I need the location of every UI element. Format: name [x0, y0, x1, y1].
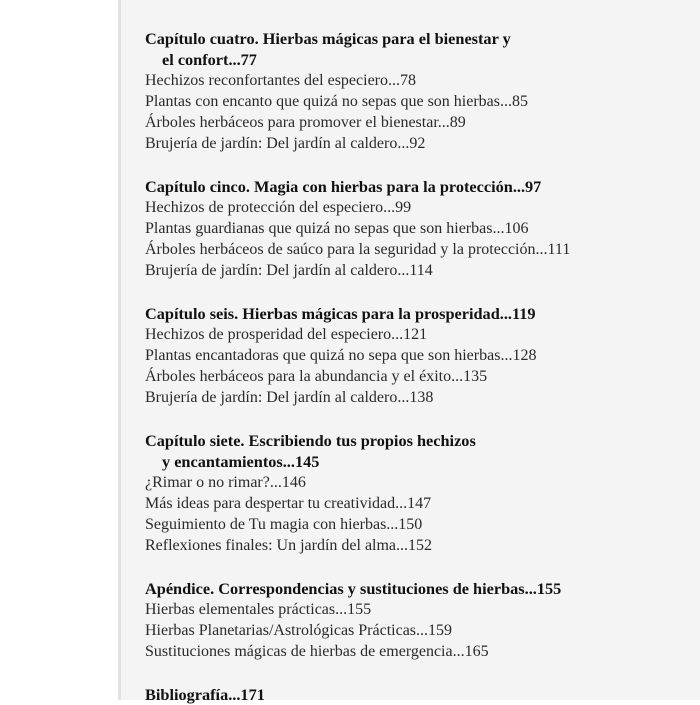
toc-entry: Hierbas elementales prácticas...155 [145, 601, 372, 618]
chapter-7 [145, 430, 665, 556]
table-of-contents [145, 28, 665, 705]
page-edge [118, 0, 121, 700]
toc-entry: ¿Rimar o no rimar?...146 [145, 474, 306, 491]
chapter-heading: Capítulo cinco. Magia con hierbas para la protección...97 [145, 177, 542, 196]
toc-entry: Brujería de jardín: Del jardín al caldero...138 [145, 389, 434, 406]
toc-entry: Hechizos de protección del especiero...99 [145, 199, 412, 216]
toc-entry: Seguimiento de Tu magia con hierbas...150 [145, 516, 423, 533]
chapter-heading-line2: y encantamientos...145 [162, 452, 320, 471]
chapter-entries [145, 197, 665, 281]
chapter-entries [145, 599, 665, 662]
appendix [145, 578, 665, 662]
chapter-6 [145, 303, 665, 408]
toc-entry: Brujería de jardín: Del jardín al caldero...92 [145, 135, 426, 152]
chapter-heading [145, 430, 665, 472]
chapter-heading-line2: el confort...77 [162, 50, 257, 69]
toc-entry: Árboles herbáceos para la abundancia y el éxito...135 [145, 368, 488, 385]
toc-entry: Hechizos reconfortantes del especiero...78 [145, 72, 416, 89]
chapter-heading [145, 28, 665, 70]
toc-entry: Hierbas Planetarias/Astrológicas Prácticas...159 [145, 622, 453, 639]
toc-entry: Brujería de jardín: Del jardín al caldero...114 [145, 262, 433, 279]
toc-entry: Más ideas para despertar tu creatividad...147 [145, 495, 432, 512]
chapter-entries [145, 472, 665, 556]
chapter-entries [145, 70, 665, 154]
toc-entry: Plantas guardianas que quizá no sepas que son hierbas...106 [145, 220, 529, 237]
toc-entry: Árboles herbáceos de saúco para la seguridad y la protección...111 [145, 241, 571, 258]
chapter-heading: Apéndice. Correspondencias y sustituciones de hierbas...155 [145, 579, 562, 598]
chapter-entries [145, 324, 665, 408]
chapter-4 [145, 28, 665, 154]
toc-entry: Reflexiones finales: Un jardín del alma...152 [145, 537, 433, 554]
chapter-heading-line1: Capítulo cuatro. Hierbas mágicas para el bienestar y [145, 29, 511, 48]
toc-entry: Plantas con encanto que quizá no sepas que son hierbas...85 [145, 93, 529, 110]
toc-entry: Sustituciones mágicas de hierbas de emergencia...165 [145, 643, 489, 660]
bibliography-heading: Bibliografía...171 [145, 685, 265, 704]
chapter-heading: Capítulo seis. Hierbas mágicas para la prosperidad...119 [145, 304, 536, 323]
toc-entry: Hechizos de prosperidad del especiero...121 [145, 326, 428, 343]
toc-entry: Árboles herbáceos para promover el bienestar...89 [145, 114, 466, 131]
chapter-5 [145, 176, 665, 281]
toc-entry: Plantas encantadoras que quizá no sepa que son hierbas...128 [145, 347, 537, 364]
chapter-heading-line1: Capítulo siete. Escribiendo tus propios hechizos [145, 431, 476, 450]
